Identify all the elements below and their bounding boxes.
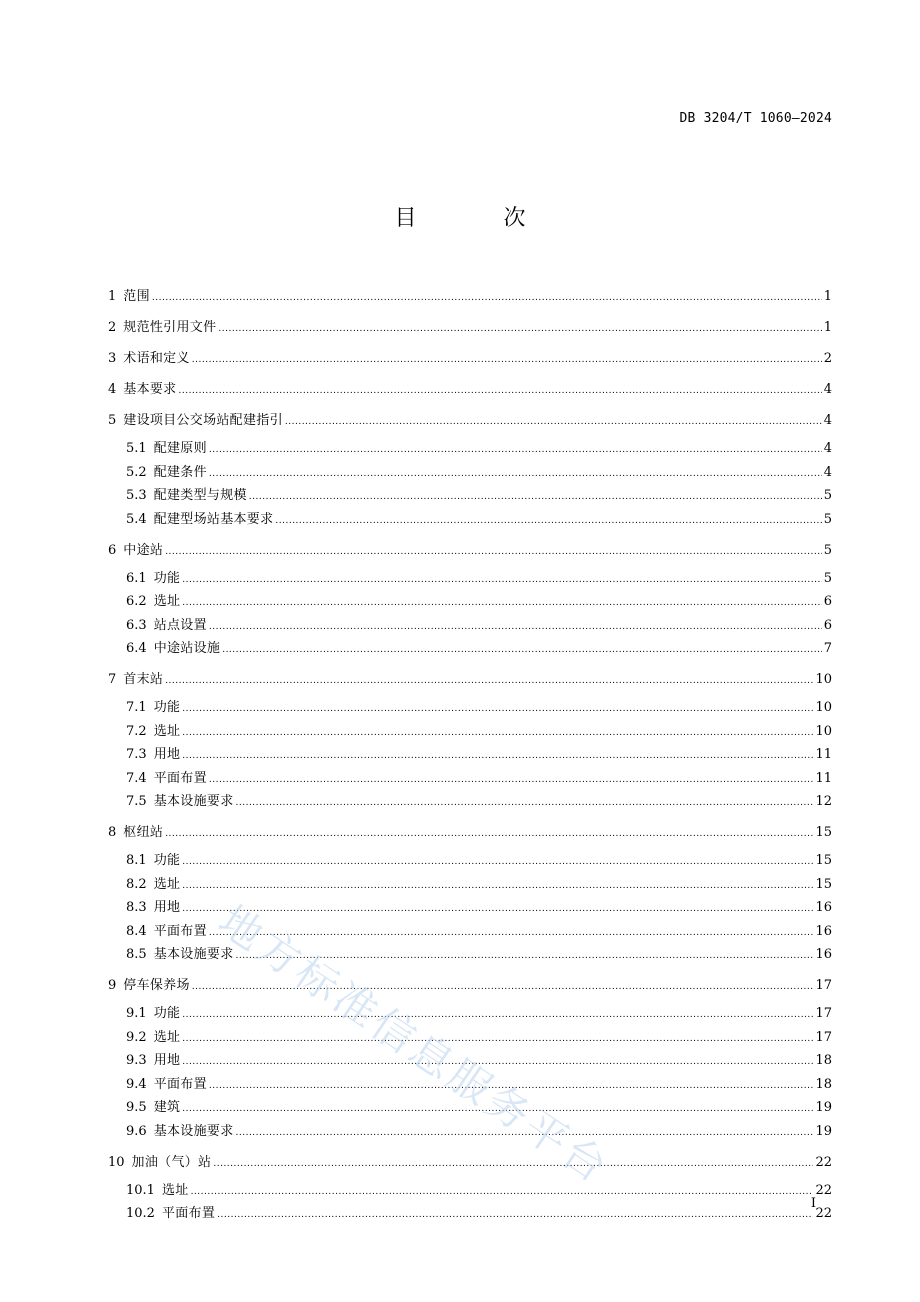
toc-entry[interactable] xyxy=(126,568,832,590)
toc-entry-number: 9.1 xyxy=(126,1006,147,1021)
toc-entry-page: 17 xyxy=(815,1029,832,1045)
toc-leader-dots xyxy=(182,898,813,920)
toc-entry-page: 15 xyxy=(815,853,832,868)
toc-entry-number: 5.2 xyxy=(126,464,147,480)
toc-entry-label: 配建类型与规模 xyxy=(153,488,247,503)
toc-entry[interactable] xyxy=(126,1027,832,1049)
toc-entry-number: 3 xyxy=(108,351,117,366)
toc-entry-label: 用地 xyxy=(153,1053,181,1068)
toc-entry-number: 4 xyxy=(108,382,117,397)
toc-leader-dots xyxy=(182,722,813,744)
toc-leader-dots xyxy=(192,976,814,998)
toc-leader-dots xyxy=(217,1204,813,1226)
toc-entry[interactable] xyxy=(126,874,832,896)
toc-entry-page: 5 xyxy=(823,511,832,527)
toc-entry[interactable] xyxy=(126,615,832,637)
toc-entry-number: 1 xyxy=(108,289,117,304)
toc-leader-dots xyxy=(236,792,814,814)
toc-entry-number: 7.1 xyxy=(126,700,147,715)
toc-entry[interactable] xyxy=(126,1074,832,1096)
toc-entry-page: 1 xyxy=(823,320,832,335)
toc-leader-dots xyxy=(249,486,822,508)
toc-entry[interactable] xyxy=(126,1003,832,1025)
toc-entry-label: 功能 xyxy=(153,570,181,586)
toc-entry-label: 停车保养场 xyxy=(123,978,190,993)
toc-leader-dots xyxy=(182,698,813,720)
toc-entry-number: 7.2 xyxy=(126,723,147,739)
toc-leader-dots xyxy=(275,510,821,532)
toc-entry-number: 7.4 xyxy=(126,770,147,786)
toc-entry-page: 16 xyxy=(815,900,832,915)
toc-entry-label: 中途站 xyxy=(123,542,164,558)
toc-entry-number: 10.1 xyxy=(126,1182,155,1198)
toc-entry[interactable] xyxy=(126,697,832,719)
toc-entry-label: 范围 xyxy=(123,289,150,304)
toc-entry-number: 8.2 xyxy=(126,876,147,892)
toc-entry-page: 15 xyxy=(815,876,832,892)
toc-entry-label: 加油（气）站 xyxy=(131,1154,212,1170)
toc-entry-number: 5 xyxy=(108,413,117,428)
toc-entry-page: 4 xyxy=(823,441,832,456)
toc-entry-page: 18 xyxy=(815,1053,832,1068)
toc-entry[interactable] xyxy=(108,317,832,339)
toc-entry[interactable] xyxy=(126,509,832,531)
toc-entry[interactable] xyxy=(126,1180,832,1202)
toc-entry-page: 1 xyxy=(823,289,832,304)
toc-entry[interactable] xyxy=(126,1203,832,1225)
toc-entry-number: 9.2 xyxy=(126,1029,147,1045)
toc-entry-page: 11 xyxy=(815,747,832,762)
toc-entry[interactable] xyxy=(108,540,832,562)
document-number: DB 3204/T 1060—2024 xyxy=(679,111,832,126)
toc-entry-page: 16 xyxy=(815,923,832,939)
toc-leader-dots xyxy=(285,411,822,433)
toc-leader-dots xyxy=(218,318,821,340)
toc-entry-number: 2 xyxy=(108,320,117,335)
toc-entry-number: 5.1 xyxy=(126,441,147,456)
toc-entry[interactable] xyxy=(126,1050,832,1072)
toc-entry-page: 6 xyxy=(823,594,832,609)
toc-leader-dots xyxy=(182,1004,813,1026)
toc-leader-dots xyxy=(236,1122,814,1144)
toc-entry-label: 选址 xyxy=(153,723,181,739)
toc-entry-page: 7 xyxy=(823,641,832,656)
toc-entry[interactable] xyxy=(126,591,832,613)
toc-leader-dots xyxy=(213,1153,813,1175)
toc-leader-dots xyxy=(182,745,813,767)
toc-entry[interactable] xyxy=(126,462,832,484)
toc-entry-label: 站点设置 xyxy=(153,617,207,633)
toc-leader-dots xyxy=(209,463,822,485)
toc-leader-dots xyxy=(165,823,813,845)
toc-leader-dots xyxy=(236,945,814,967)
toc-entry-number: 7.5 xyxy=(126,794,147,809)
toc-entry-label: 基本设施要求 xyxy=(153,947,234,962)
toc-entry-label: 选址 xyxy=(161,1182,189,1198)
toc-leader-dots xyxy=(182,875,813,897)
toc-entry-number: 9.4 xyxy=(126,1076,147,1092)
toc-leader-dots xyxy=(209,616,822,638)
toc-entry-number: 9.6 xyxy=(126,1123,147,1139)
toc-entry-label: 用地 xyxy=(153,900,181,915)
toc-entry-page: 4 xyxy=(823,413,832,428)
toc-entry-number: 6.4 xyxy=(126,641,147,656)
toc-entry-page: 4 xyxy=(823,464,832,480)
toc-entry[interactable] xyxy=(126,897,832,919)
toc-entry-label: 功能 xyxy=(153,700,181,715)
toc-entry-page: 19 xyxy=(815,1123,832,1139)
toc-entry[interactable] xyxy=(126,1097,832,1119)
toc-entry[interactable] xyxy=(126,791,832,813)
toc-entry-page: 5 xyxy=(823,570,832,586)
toc-entry-page: 12 xyxy=(815,794,832,809)
toc-entry-page: 5 xyxy=(823,542,832,558)
toc-entry-label: 配建原则 xyxy=(153,441,207,456)
toc-entry-page: 19 xyxy=(815,1100,832,1115)
toc-leader-dots xyxy=(152,287,822,309)
toc-entry[interactable] xyxy=(108,410,832,432)
toc-entry-number: 8.5 xyxy=(126,947,147,962)
toc-leader-dots xyxy=(165,670,813,692)
toc-entry-label: 选址 xyxy=(153,1029,181,1045)
toc-leader-dots xyxy=(192,349,822,371)
toc-entry[interactable] xyxy=(126,1121,832,1143)
toc-entry-number: 7.3 xyxy=(126,747,147,762)
toc-entry[interactable] xyxy=(108,348,832,370)
toc-entry-page: 22 xyxy=(815,1154,832,1170)
toc-entry-number: 8.3 xyxy=(126,900,147,915)
toc-entry-page: 5 xyxy=(823,488,832,503)
toc-leader-dots xyxy=(182,592,821,614)
page-title: 目 次 xyxy=(394,206,566,231)
toc-entry-page: 18 xyxy=(815,1076,832,1092)
toc-entry-label: 首末站 xyxy=(123,672,164,687)
toc-entry[interactable] xyxy=(108,1152,832,1174)
toc-entry-number: 9 xyxy=(108,978,117,993)
toc-entry-page: 10 xyxy=(815,672,832,687)
toc-entry-label: 基本要求 xyxy=(123,382,177,397)
toc-entry-page: 22 xyxy=(815,1206,832,1221)
toc-entry-page: 15 xyxy=(815,825,832,840)
toc-entry-label: 选址 xyxy=(153,594,181,609)
toc-leader-dots xyxy=(182,1098,813,1120)
toc-entry-page: 10 xyxy=(815,700,832,715)
toc-entry-page: 16 xyxy=(815,947,832,962)
toc-entry[interactable] xyxy=(108,975,832,997)
toc-leader-dots xyxy=(209,1075,814,1097)
toc-leader-dots xyxy=(182,569,821,591)
toc-entry[interactable] xyxy=(126,850,832,872)
toc-entry[interactable] xyxy=(126,721,832,743)
toc-entry-label: 平面布置 xyxy=(161,1206,216,1221)
toc-entry-number: 7 xyxy=(108,672,117,687)
toc-entry[interactable] xyxy=(126,921,832,943)
toc-entry[interactable] xyxy=(126,438,832,460)
toc-leader-dots xyxy=(178,380,821,402)
toc-entry-number: 8.4 xyxy=(126,923,147,939)
toc-entry[interactable] xyxy=(126,638,832,660)
toc-entry-label: 建筑 xyxy=(153,1100,181,1115)
toc-entry-label: 规范性引用文件 xyxy=(123,320,217,335)
toc-entry-page: 17 xyxy=(815,1006,832,1021)
toc-entry-page: 6 xyxy=(823,617,832,633)
toc-entry-number: 10.2 xyxy=(126,1206,155,1221)
toc-entry[interactable] xyxy=(126,768,832,790)
toc-entry-label: 配建条件 xyxy=(153,464,207,480)
toc-leader-dots xyxy=(182,1028,813,1050)
toc-entry[interactable] xyxy=(126,485,832,507)
toc-leader-dots xyxy=(209,769,814,791)
toc-entry-page: 11 xyxy=(815,770,832,786)
toc-entry-number: 8 xyxy=(108,825,117,840)
toc-entry-label: 平面布置 xyxy=(153,1076,207,1092)
toc-entry[interactable] xyxy=(126,744,832,766)
toc-entry-number: 6.2 xyxy=(126,594,147,609)
toc-entry[interactable] xyxy=(108,379,832,401)
toc-entry-number: 6 xyxy=(108,542,117,558)
toc-entry-label: 用地 xyxy=(153,747,181,762)
toc-entry-label: 平面布置 xyxy=(153,770,207,786)
watermark: 地方标准信息服务平台 xyxy=(209,895,619,1194)
toc-entry-label: 基本设施要求 xyxy=(153,1123,234,1139)
toc-leader-dots xyxy=(165,541,822,563)
toc-entry[interactable] xyxy=(108,286,832,308)
toc-entry-label: 枢纽站 xyxy=(123,825,164,840)
toc-leader-dots xyxy=(209,439,822,461)
toc-entry-label: 功能 xyxy=(153,853,181,868)
toc-leader-dots xyxy=(222,639,822,661)
toc-entry-number: 8.1 xyxy=(126,853,147,868)
toc-entry-number: 9.5 xyxy=(126,1100,147,1115)
toc-entry-page: 4 xyxy=(823,382,832,397)
toc-entry-label: 基本设施要求 xyxy=(153,794,234,809)
toc-entry-label: 术语和定义 xyxy=(123,351,190,366)
toc-leader-dots xyxy=(182,1051,813,1073)
toc-leader-dots xyxy=(191,1181,814,1203)
toc-entry-number: 5.3 xyxy=(126,488,147,503)
toc-entry-number: 6.1 xyxy=(126,570,147,586)
toc-leader-dots xyxy=(209,922,814,944)
toc-entry-number: 9.3 xyxy=(126,1053,147,1068)
toc-entry-page: 22 xyxy=(815,1182,832,1198)
toc-entry[interactable] xyxy=(126,944,832,966)
toc-entry-number: 5.4 xyxy=(126,511,147,527)
toc-entry-label: 选址 xyxy=(153,876,181,892)
toc-entry-label: 平面布置 xyxy=(153,923,207,939)
toc-entry-label: 功能 xyxy=(153,1006,181,1021)
toc-entry-number: 6.3 xyxy=(126,617,147,633)
toc-entry-label: 中途站设施 xyxy=(153,641,221,656)
toc-entry-page: 10 xyxy=(815,723,832,739)
toc-entry-label: 配建型场站基本要求 xyxy=(153,511,274,527)
toc-leader-dots xyxy=(182,851,813,873)
toc-entry[interactable] xyxy=(108,669,832,691)
toc-entry[interactable] xyxy=(108,822,832,844)
toc-entry-number: 10 xyxy=(108,1154,125,1170)
toc-entry-page: 2 xyxy=(823,351,832,366)
toc-entry-page: 17 xyxy=(815,978,832,993)
page-number: I xyxy=(810,1196,816,1211)
toc-entry-label: 建设项目公交场站配建指引 xyxy=(123,413,283,428)
